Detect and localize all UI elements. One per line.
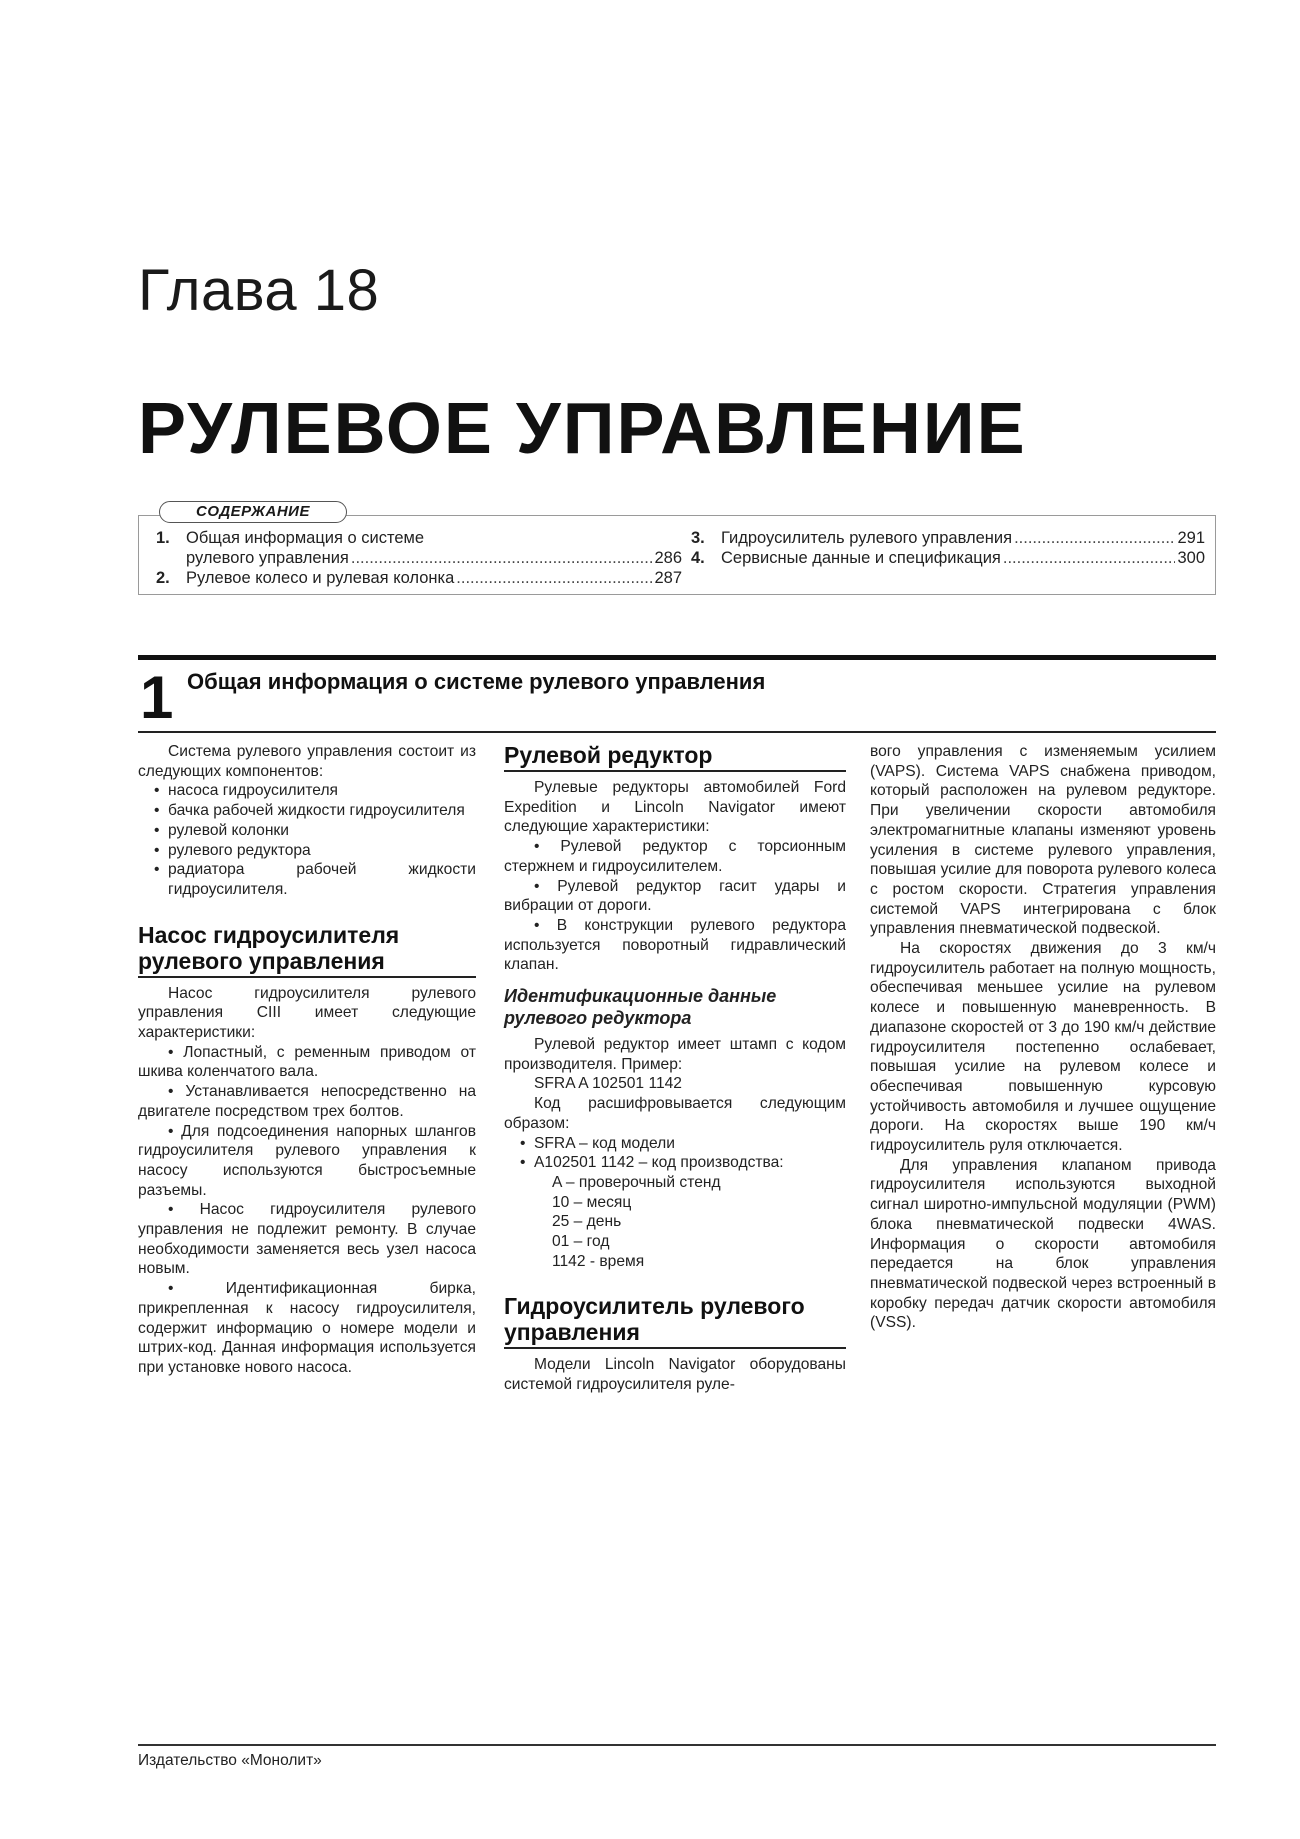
list-item: • В конструкции рулевого редуктора используется поворотный гидравлический клапан. (504, 916, 846, 974)
toc-item[interactable] (691, 548, 1205, 568)
paragraph: Модели Lincoln Navigator оборудованы системой гидроусилителя руле- (504, 1356, 846, 1394)
paragraph: вого управления с изменяемым усилием (VAPS). Система VAPS снабжена приводом, который расположен на рулевом редукторе. При увеличении скорости автомобиля электромагнитные клапаны изменяют уровень усиления в системе рулевого управления, повышая усилие для поворота рулевого колеса с ростом скорости. Стратегия управления системой VAPS интегрирована с блок управления пневматической подвеской. (870, 743, 1216, 938)
publisher-footer: Издательство «Монолит» (138, 1752, 322, 1769)
code-detail: 25 – день (552, 1213, 622, 1231)
toc-item-title: Гидроусилитель рулевого управления (721, 529, 1013, 547)
text-column-1 (138, 742, 476, 1378)
section-title: Общая информация о системе рулевого управления (187, 669, 766, 694)
toc-item-title: Сервисные данные и спецификация (721, 549, 1001, 567)
text-column-2 (504, 742, 846, 1395)
subsection-heading: Гидроусилитель рулевого управления (504, 1293, 846, 1349)
paragraph: На скоростях движения до 3 км/ч гидроусилитель работает на полную мощность, обеспечивая меньшее усилие на рулевом колесе и повышенную маневренность. В диапазоне скоростей от 3 до 190 км/ч действие гидроусилителя постепенно ослабевает, повышая усилие на рулевом колесе и обеспечивая повышенную курсовую устойчивость автомобиля и лучшее ощущение дороги. На скоростях выше 190 км/ч гидроусилитель руля отключается. (870, 940, 1216, 1155)
subsection-heading: Насос гидроусилителя рулевого управления (138, 922, 476, 978)
bullet-icon: • (154, 802, 160, 820)
list-item: • Насос гидроусилителя рулевого управления не подлежит ремонту. В случае необходимости заменяется весь узел насоса новым. (138, 1201, 476, 1278)
toc-leader-dots (351, 548, 653, 568)
toc-column-left (156, 528, 682, 588)
text-column-3 (870, 742, 1216, 1333)
subsection-heading: Рулевой редуктор (504, 742, 846, 772)
section-number: 1 (140, 664, 174, 731)
bullet-icon: • (154, 821, 160, 839)
toc-item-continued[interactable] (156, 548, 682, 568)
list-item: • насоса гидроусилителя (154, 782, 339, 800)
toc-heading: СОДЕРЖАНИЕ (159, 501, 347, 523)
list-item: • бачка рабочей жидкости гидроусилителя (154, 802, 465, 820)
code-detail: A – проверочный стенд (552, 1173, 721, 1191)
code-detail: 1142 - время (552, 1252, 645, 1270)
toc-leader-dots (1003, 548, 1176, 568)
chapter-label: Глава 18 (138, 258, 380, 323)
toc-item-title: Общая информация о системе (186, 529, 425, 547)
section-rule-bottom (138, 731, 1216, 733)
paragraph: Система рулевого управления состоит из следующих компонентов: (138, 743, 476, 780)
footer-rule (138, 1744, 1216, 1746)
list-item: • рулевого редуктора (154, 841, 311, 859)
code-detail: 10 – месяц (552, 1193, 632, 1211)
paragraph: Для управления клапаном привода гидроусилителя используются выходной сигнал широтно-импульсной модуляции (PWM) блока пневматической подвески 4WAS. Информация о скорости автомобиля передается на блок управления пневматической подвеской через встроенный в коробку передач датчик скорости автомобиля (VSS). (870, 1156, 1216, 1332)
toc-item-page: 291 (1177, 529, 1205, 547)
paragraph: Рулевой редуктор имеет штамп с кодом производителя. Пример: (504, 1036, 846, 1073)
list-item: • SFRA – код модели (520, 1134, 675, 1152)
toc-item[interactable] (156, 528, 682, 548)
list-item: • Рулевой редуктор с торсионным стержнем и гидроусилителем. (504, 838, 846, 875)
bullet-icon: • (520, 1154, 526, 1172)
toc-item-number: 4. (691, 549, 705, 567)
toc-box (138, 503, 1216, 595)
toc-leader-dots (456, 568, 652, 588)
toc-item[interactable] (156, 568, 682, 588)
bullet-icon: • (154, 861, 160, 879)
toc-item-number: 1. (156, 529, 170, 547)
bullet-icon: • (520, 1134, 526, 1152)
toc-item-title: Рулевое колесо и рулевая колонка (186, 569, 455, 587)
list-item: • Лопастный, с ременным приводом от шкива коленчатого вала. (138, 1043, 476, 1081)
toc-item-number: 2. (156, 569, 170, 587)
bullet-icon: • (154, 841, 160, 859)
toc-item-page: 286 (654, 549, 682, 567)
list-item: • рулевой колонки (154, 821, 289, 839)
list-item: • Идентификационная бирка, прикрепленная к насосу гидроусилителя, содержит информацию о номере модели и штрих-код. Данная информация используется при установке нового насоса. (138, 1280, 476, 1376)
toc-leader-dots (1014, 528, 1175, 548)
toc-item-page: 287 (654, 569, 682, 587)
paragraph: Код расшифровывается следующим образом: (504, 1095, 846, 1132)
toc-item[interactable] (691, 528, 1205, 548)
subsection-heading-italic: Идентификационные данные рулевого редуктора (504, 986, 777, 1029)
toc-item-number: 3. (691, 529, 705, 547)
paragraph: Рулевые редукторы автомобилей Ford Expedition и Lincoln Navigator имеют следующие характеристики: (504, 779, 846, 836)
section-rule-top (138, 655, 1216, 660)
toc-item-title: рулевого управления (186, 549, 349, 567)
chapter-title: РУЛЕВОЕ УПРАВЛЕНИЕ (138, 389, 1027, 469)
toc-column-right (691, 528, 1205, 568)
list-item: • A102501 1142 – код производства: (520, 1154, 784, 1172)
code-example: SFRA A 102501 1142 (534, 1075, 682, 1093)
list-item: • радиатора рабочей жидкости гидроусилителя. (154, 861, 476, 898)
list-item: • Рулевой редуктор гасит удары и вибрации от дороги. (504, 877, 846, 915)
paragraph: Насос гидроусилителя рулевого управления CIII имеет следующие характеристики: (138, 984, 476, 1042)
toc-item-page: 300 (1177, 549, 1205, 567)
bullet-icon: • (154, 782, 160, 800)
list-item: • Устанавливается непосредственно на двигателе посредством трех болтов. (138, 1083, 476, 1120)
code-detail: 01 – год (552, 1233, 610, 1251)
list-item: • Для подсоединения напорных шлангов гидроусилителя рулевого управления к насосу используются быстросъемные разъемы. (138, 1122, 476, 1199)
